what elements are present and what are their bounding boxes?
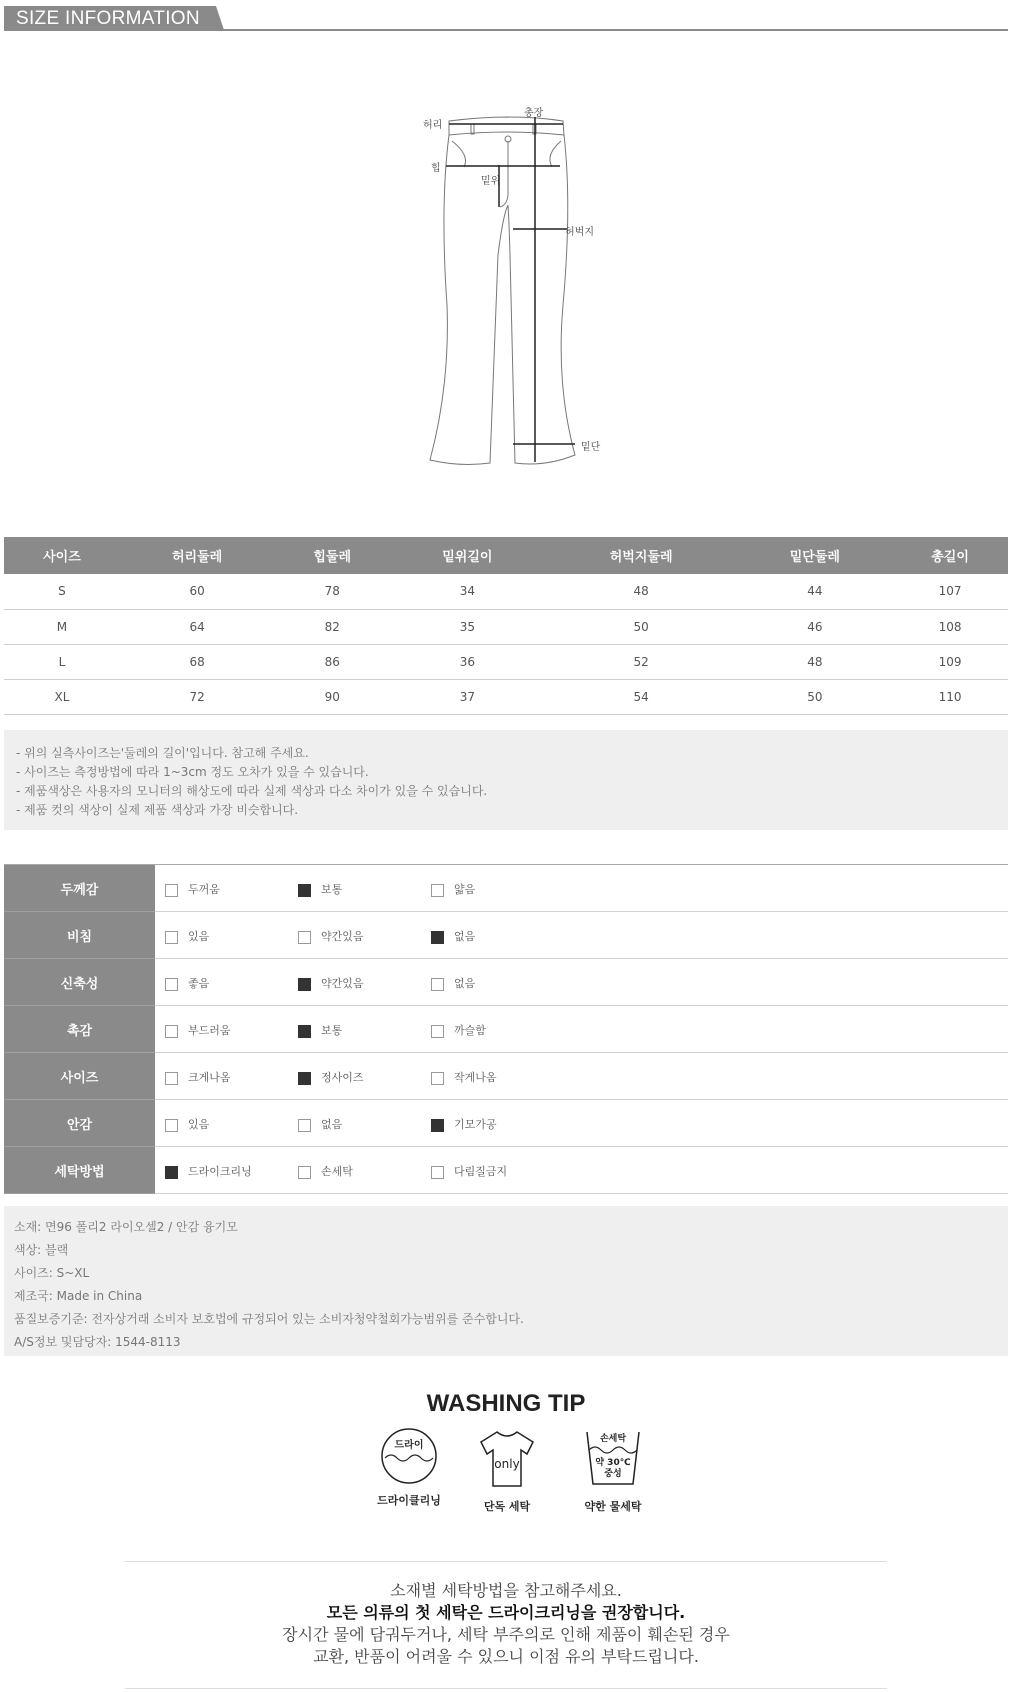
attribute-options (155, 1006, 1008, 1053)
table-cell: 48 (545, 574, 738, 609)
info-size: 사이즈: S~XL (14, 1266, 90, 1280)
table-cell: M (4, 609, 120, 644)
checked-checkbox (298, 1025, 311, 1038)
pants-measurement-diagram (0, 95, 1012, 475)
table-cell: 44 (738, 574, 892, 609)
attribute-option (298, 1163, 431, 1179)
table-cell: XL (4, 679, 120, 714)
option-label: 두꺼움 (188, 883, 220, 896)
info-warranty: 품질보증기준: 전자상거래 소비자 보호법에 규정되어 있는 소비자청약철회가능범위를 준수합니다. (14, 1312, 524, 1326)
col-header: 힙둘레 (274, 537, 390, 574)
wash-basin-top-label: 손세탁 (599, 1434, 627, 1444)
col-header: 총길이 (892, 537, 1008, 574)
section-title: SIZE INFORMATION (16, 8, 200, 29)
table-cell: L (4, 644, 120, 679)
table-cell: 54 (545, 679, 738, 714)
note-line: - 위의 실측사이즈는'둘레의 길이'입니다. 참고해 주세요. (16, 746, 309, 760)
attribute-label: 사이즈 (4, 1053, 155, 1100)
attribute-option (431, 975, 564, 991)
attribute-option (165, 1022, 298, 1038)
attribute-options (155, 1147, 1008, 1194)
wash-caption: 드라이클리닝 (377, 1494, 441, 1507)
attribute-label: 세탁방법 (4, 1147, 155, 1194)
attribute-option (298, 881, 431, 897)
unchecked-checkbox (165, 1072, 178, 1085)
table-cell: 90 (274, 679, 390, 714)
table-cell: 48 (738, 644, 892, 679)
wash-item-dry-clean (359, 1428, 459, 1508)
attribute-option (165, 881, 298, 897)
option-label: 작게나옴 (454, 1071, 497, 1084)
wash-item-separate (457, 1428, 557, 1514)
attribute-option (165, 1069, 298, 1085)
wash-basin-temp-label: 약 30℃ (595, 1458, 631, 1468)
info-origin: 제조국: Made in China (14, 1289, 143, 1303)
table-cell: 34 (390, 574, 544, 609)
attribute-option (298, 1069, 431, 1085)
divider (125, 1561, 887, 1562)
option-label: 없음 (454, 977, 476, 990)
info-material: 소재: 면96 폴리2 라이오셀2 / 안감 융기모 (14, 1220, 238, 1234)
advice-line: 장시간 물에 담궈두거나, 세탁 부주의로 인해 제품이 훼손된 경우 (282, 1625, 730, 1644)
table-cell: 110 (892, 679, 1008, 714)
option-label: 까슬함 (454, 1024, 486, 1037)
label-hip: 힙 (431, 163, 441, 174)
tshirt-icon (477, 1428, 537, 1490)
attribute-option (165, 975, 298, 991)
col-header: 밑위길이 (390, 537, 544, 574)
attribute-option (431, 1163, 564, 1179)
wash-caption: 약한 물세탁 (584, 1500, 642, 1513)
advice-line: 소재별 세탁방법을 참고해주세요. (390, 1581, 622, 1600)
attribute-label: 안감 (4, 1100, 155, 1147)
checked-checkbox (298, 884, 311, 897)
info-color: 색상: 블랙 (14, 1243, 69, 1257)
option-label: 보통 (321, 1024, 343, 1037)
attribute-label: 촉감 (4, 1006, 155, 1053)
unchecked-checkbox (165, 931, 178, 944)
option-label: 없음 (321, 1118, 343, 1131)
header-rule (4, 29, 1008, 31)
attribute-option (165, 1116, 298, 1132)
wash-basin-bottom-label: 중성 (604, 1469, 622, 1479)
info-as-contact: A/S정보 및담당자: 1544-8113 (14, 1335, 181, 1349)
attribute-option (431, 1116, 564, 1132)
option-label: 부드러움 (188, 1024, 231, 1037)
attribute-option (298, 975, 431, 991)
size-table (4, 537, 1008, 715)
table-row (4, 574, 1008, 609)
table-row (4, 644, 1008, 679)
attribute-option (298, 1022, 431, 1038)
table-cell: 46 (738, 609, 892, 644)
attribute-options (155, 912, 1008, 959)
option-label: 좋음 (188, 977, 210, 990)
wash-basin-icon (583, 1428, 643, 1490)
attribute-label: 신축성 (4, 959, 155, 1006)
wash-caption: 단독 세탁 (483, 1500, 531, 1513)
col-header: 사이즈 (4, 537, 120, 574)
attribute-option (431, 928, 564, 944)
attribute-option (165, 1163, 298, 1179)
checked-checkbox (298, 1072, 311, 1085)
option-label: 크게나옴 (188, 1071, 231, 1084)
unchecked-checkbox (165, 1025, 178, 1038)
advice-line: 교환, 반품이 어려울 수 있으니 이점 유의 부탁드립니다. (313, 1647, 699, 1666)
table-cell: 64 (120, 609, 274, 644)
attribute-row (4, 912, 1008, 959)
unchecked-checkbox (165, 884, 178, 897)
table-cell: 108 (892, 609, 1008, 644)
option-label: 기모가공 (454, 1118, 497, 1131)
attribute-options (155, 1100, 1008, 1147)
washing-advice (0, 1580, 1012, 1668)
attribute-option (431, 1069, 564, 1085)
unchecked-checkbox (298, 1166, 311, 1179)
attribute-row (4, 959, 1008, 1006)
col-header: 허리둘레 (120, 537, 274, 574)
note-line: - 제품색상은 사용자의 모니터의 해상도에 따라 실제 색상과 다소 차이가 있을 수 있습니다. (16, 784, 488, 798)
advice-line-emphasis: 모든 의류의 첫 세탁은 드라이크리닝을 권장합니다. (326, 1603, 686, 1622)
pants-outline-illustration (0, 95, 1012, 475)
option-label: 보통 (321, 883, 343, 896)
option-label: 약간있음 (321, 930, 364, 943)
table-row (4, 609, 1008, 644)
wash-item-hand-wash (563, 1428, 663, 1514)
divider (125, 1688, 887, 1689)
table-cell: 35 (390, 609, 544, 644)
unchecked-checkbox (298, 931, 311, 944)
attribute-option (431, 881, 564, 897)
label-waist: 허리 (423, 120, 443, 131)
attribute-option (165, 928, 298, 944)
table-cell: 52 (545, 644, 738, 679)
dry-clean-inner-label: 드라이 (394, 1440, 424, 1451)
attribute-label: 비침 (4, 912, 155, 959)
table-cell: 68 (120, 644, 274, 679)
washing-tip-title: WASHING TIP (426, 1390, 586, 1417)
attribute-option (298, 1116, 431, 1132)
table-cell: 107 (892, 574, 1008, 609)
unchecked-checkbox (431, 978, 444, 991)
size-notes (4, 730, 1008, 830)
checked-checkbox (298, 978, 311, 991)
attribute-option (431, 1022, 564, 1038)
table-row (4, 679, 1008, 714)
col-header: 밑단둘레 (738, 537, 892, 574)
table-cell: 86 (274, 644, 390, 679)
attribute-row (4, 1100, 1008, 1147)
table-cell: 60 (120, 574, 274, 609)
unchecked-checkbox (431, 1025, 444, 1038)
attribute-row (4, 1147, 1008, 1194)
unchecked-checkbox (298, 1119, 311, 1132)
label-thigh: 허벅지 (565, 227, 594, 238)
table-cell: 37 (390, 679, 544, 714)
attribute-options (155, 1053, 1008, 1100)
tshirt-inner-label: only (494, 1457, 520, 1471)
attribute-label: 두께감 (4, 865, 155, 912)
checked-checkbox (431, 1119, 444, 1132)
option-label: 없음 (454, 930, 476, 943)
table-cell: 50 (738, 679, 892, 714)
note-line: - 제품 컷의 색상이 실제 제품 색상과 가장 비슷합니다. (16, 803, 299, 817)
option-label: 드라이크리닝 (188, 1165, 252, 1178)
option-label: 있음 (188, 930, 210, 943)
attribute-row (4, 1006, 1008, 1053)
table-cell: 72 (120, 679, 274, 714)
label-total-length: 총장 (524, 108, 544, 119)
unchecked-checkbox (431, 884, 444, 897)
unchecked-checkbox (165, 978, 178, 991)
unchecked-checkbox (165, 1119, 178, 1132)
option-label: 약간있음 (321, 977, 364, 990)
table-cell: 78 (274, 574, 390, 609)
option-label: 있음 (188, 1118, 210, 1131)
table-cell: 50 (545, 609, 738, 644)
unchecked-checkbox (431, 1166, 444, 1179)
option-label: 손세탁 (321, 1165, 353, 1178)
option-label: 다림질금지 (454, 1165, 508, 1178)
attribute-option (298, 928, 431, 944)
section-header (4, 6, 1008, 30)
attribute-row (4, 865, 1008, 912)
product-info (4, 1206, 1008, 1356)
dry-clean-icon (379, 1428, 439, 1484)
fabric-attribute-table (4, 864, 1008, 1194)
label-rise: 밑위 (481, 176, 501, 187)
col-header: 허벅지둘레 (545, 537, 738, 574)
checked-checkbox (165, 1166, 178, 1179)
unchecked-checkbox (431, 1072, 444, 1085)
table-cell: 36 (390, 644, 544, 679)
note-line: - 사이즈는 측정방법에 따라 1~3cm 정도 오차가 있을 수 있습니다. (16, 765, 369, 779)
option-label: 정사이즈 (321, 1071, 364, 1084)
option-label: 얇음 (454, 883, 476, 896)
attribute-options (155, 959, 1008, 1006)
table-cell: 109 (892, 644, 1008, 679)
table-cell: S (4, 574, 120, 609)
checked-checkbox (431, 931, 444, 944)
table-cell: 82 (274, 609, 390, 644)
label-hem: 밑단 (581, 442, 601, 453)
attribute-options (155, 865, 1008, 912)
attribute-row (4, 1053, 1008, 1100)
size-table-header (4, 537, 1008, 574)
